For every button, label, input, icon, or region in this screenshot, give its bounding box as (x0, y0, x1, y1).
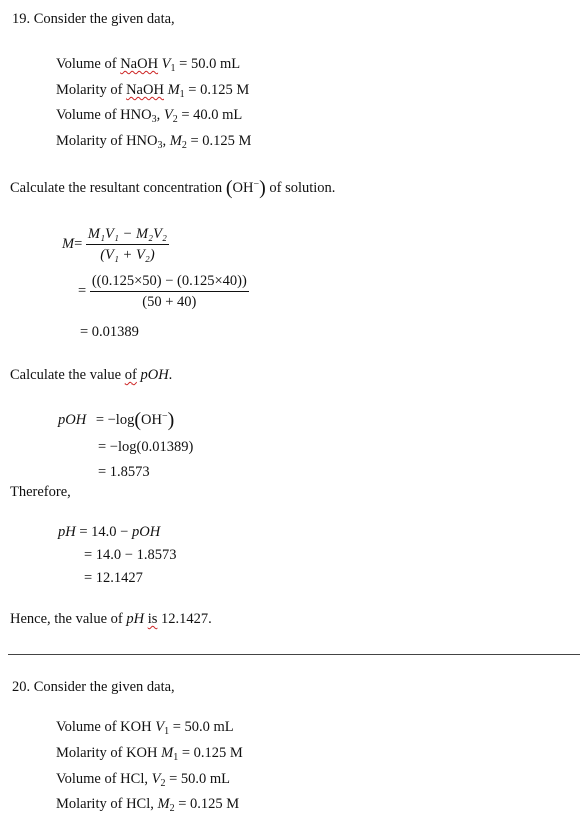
q19-ph-equation-2: = 14.0 − 1.8573 (84, 547, 177, 563)
q19-calc-poh-text: Calculate the value of pOH. (10, 367, 173, 383)
q20-volume-koh-line: Volume of KOH $V_1 = 50.0$ mL (56, 719, 234, 737)
q19-poh-equation-1: pOH = −log(OH−) (58, 409, 175, 431)
substitution-fraction: $\frac{((0.125\times 50) - (0.125\times 40))}{(50 + 40)}$ (91, 273, 247, 310)
q19-volume-hno3-line: Volume of $HNO_3$, $V_2 = 40.0$ mL (56, 107, 243, 125)
q19-ph-equation-1: pH = 14.0 − pOH (58, 524, 161, 540)
spellcheck-word: NaOH (120, 56, 159, 72)
q19-substitution: = $\frac{((0.125\times 50) - (0.125\times 40))}{(50 + 40)}$ (78, 273, 247, 310)
q19-therefore: Therefore, (10, 484, 71, 500)
q19-molarity-hno3-line: Molarity of $HNO_3$, $M_2 = 0.125$ M (56, 133, 252, 151)
q19-molarity-formula: M= $\frac{\text{M₁V₁ − M₂V₂}}{\text{(V₁ + V₂)}}$ (62, 226, 167, 263)
q19-concentration-result: = 0.01389 (80, 324, 139, 340)
spellcheck-word: NaOH (126, 82, 164, 98)
q19-conclusion: Hence, the value of pH is 12.1427. (10, 611, 212, 627)
q19-molarity-naoh-line: Molarity of NaOH $M_1 = 0.125$ M (56, 82, 250, 100)
q19-calc-concentration-text: Calculate the resultant concentration (OH−) of solution. (10, 177, 336, 199)
q19-ph-equation-3: = 12.1427 (84, 570, 143, 586)
q19-poh-equation-2: = −log(0.01389) (98, 439, 194, 455)
formula-fraction: $\frac{\text{M₁V₁ − M₂V₂}}{\text{(V₁ + V₂)}}$ (87, 226, 167, 263)
q19-volume-naoh-line: Volume of NaOH $V_1 = 50.0$ mL (56, 56, 241, 74)
q19-poh-equation-3: = 1.8573 (98, 464, 150, 480)
q19-heading: 19. Consider the given data, (12, 11, 175, 27)
spellcheck-word: of (124, 367, 137, 383)
spellcheck-word: is (147, 611, 158, 627)
section-divider (8, 654, 580, 655)
q20-volume-hcl-line: Volume of HCl, $V_2 = 50.0$ mL (56, 771, 231, 789)
q20-molarity-koh-line: Molarity of KOH $M_1 = 0.125$ M (56, 745, 243, 763)
q20-heading: 20. Consider the given data, (12, 679, 175, 695)
q20-molarity-hcl-line: Molarity of HCl, $M_2 = 0.125$ M (56, 796, 240, 814)
